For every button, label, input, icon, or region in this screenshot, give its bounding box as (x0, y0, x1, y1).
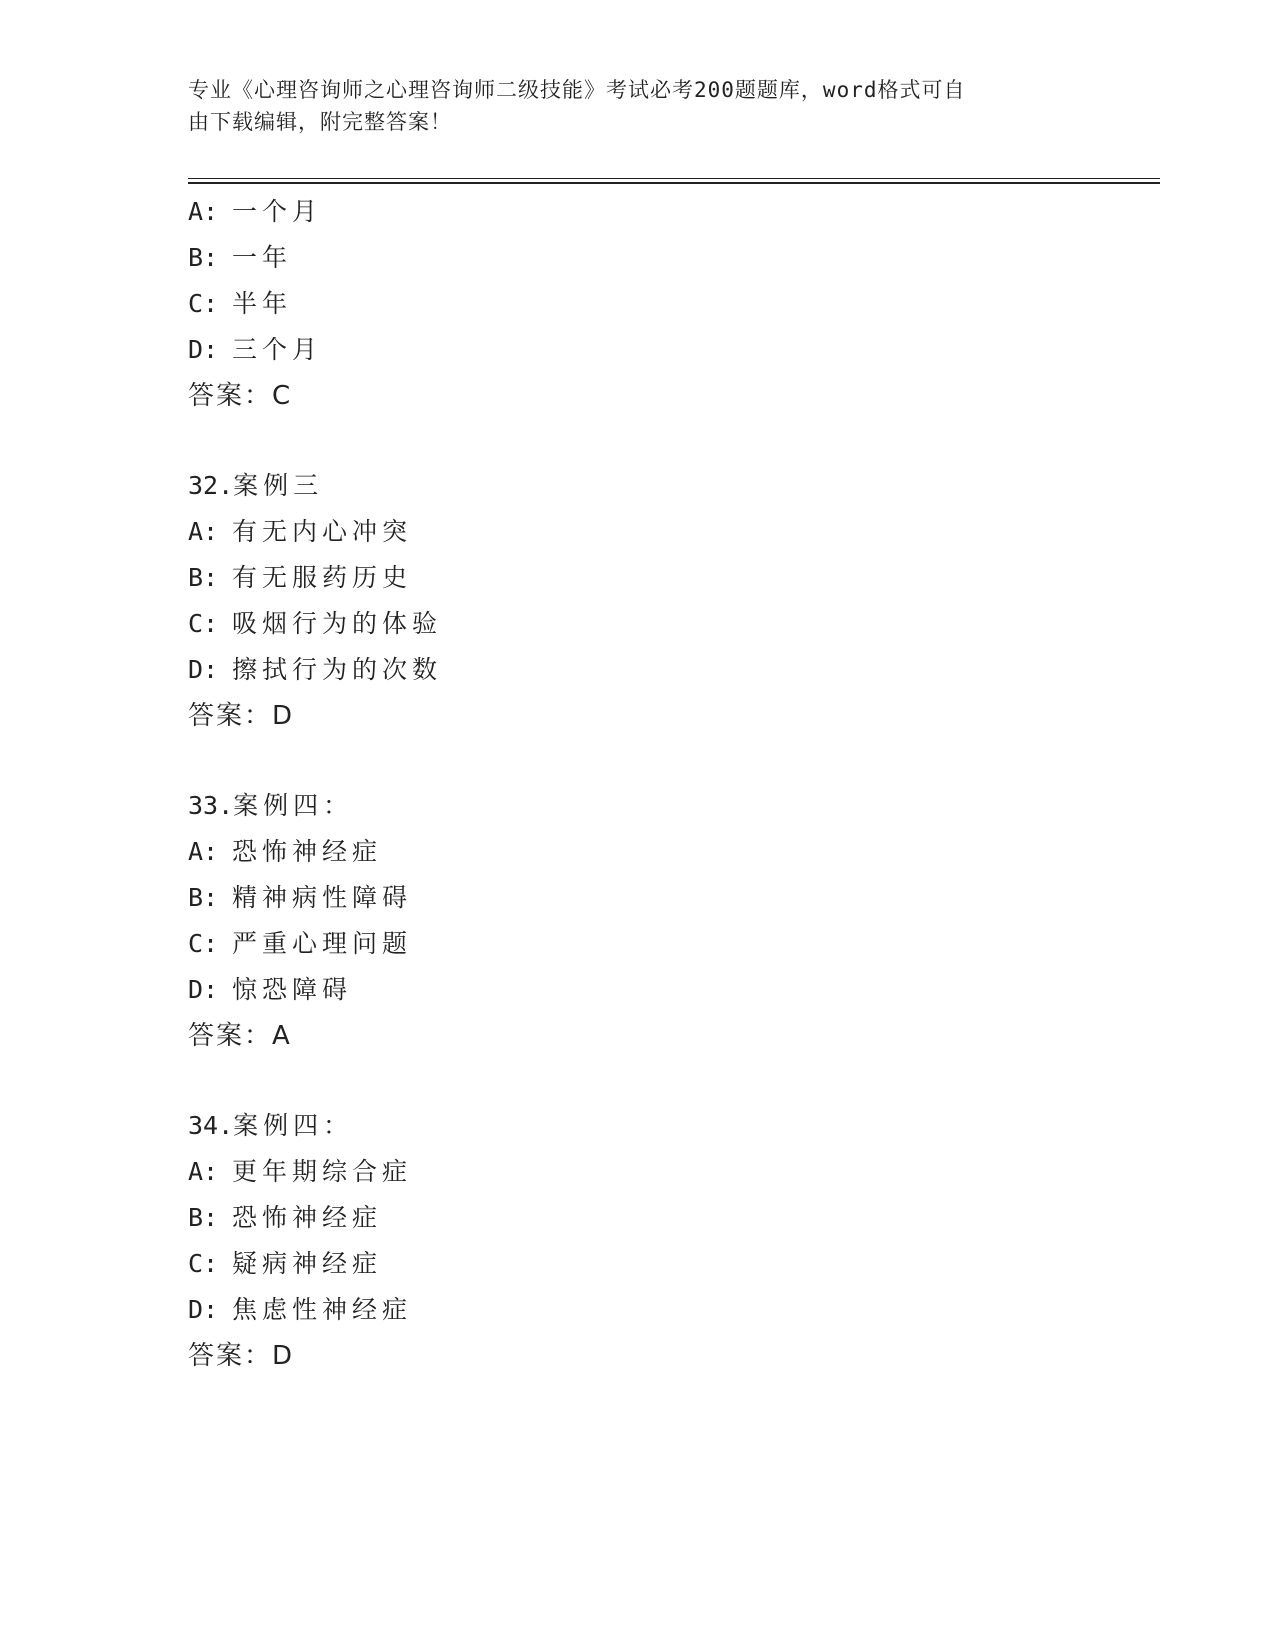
option-key: A: (188, 197, 219, 226)
option-key: D: (188, 1295, 219, 1324)
answer-line: 答案：A (188, 1021, 292, 1051)
answer-line: 答案：D (188, 701, 295, 731)
header-line-2: 由下载编辑，附完整答案！ (188, 110, 452, 134)
option-text: 焦虑性神经症 (232, 1295, 413, 1324)
option-text: 惊恐障碍 (232, 975, 353, 1004)
option-key: A: (188, 517, 219, 546)
option-row (188, 1287, 1148, 1333)
option-row (188, 1195, 1148, 1241)
question-number: 33. (188, 791, 234, 820)
option-key: C: (188, 609, 219, 638)
option-text: 半年 (232, 289, 293, 318)
spacer (188, 419, 1148, 463)
question-title-row (188, 463, 1148, 509)
option-row (188, 189, 1148, 235)
option-text: 恐怖神经症 (232, 1203, 383, 1232)
option-text: 更年期综合症 (232, 1157, 413, 1186)
option-key: C: (188, 929, 219, 958)
option-text: 严重心理问题 (232, 929, 413, 958)
answer-line: 答案：D (188, 1341, 295, 1371)
option-row (188, 829, 1148, 875)
option-row (188, 555, 1148, 601)
spacer (188, 1059, 1148, 1103)
option-key: B: (188, 1203, 219, 1232)
question-block-continued (188, 189, 1148, 419)
option-row (188, 1149, 1148, 1195)
option-text: 三个月 (232, 335, 323, 364)
question-title-row (188, 783, 1148, 829)
header-line-1: 专业《心理咨询师之心理咨询师二级技能》考试必考200题题库，word格式可自 (188, 78, 966, 102)
option-key: D: (188, 335, 219, 364)
option-row (188, 1241, 1148, 1287)
option-key: D: (188, 655, 219, 684)
option-key: B: (188, 883, 219, 912)
question-title: 案例四： (233, 791, 354, 820)
question-number: 32. (188, 471, 234, 500)
option-row (188, 327, 1148, 373)
option-key: D: (188, 975, 219, 1004)
option-text: 疑病神经症 (232, 1249, 383, 1278)
question-block (188, 463, 1148, 739)
question-title: 案例四： (233, 1111, 354, 1140)
option-row (188, 235, 1148, 281)
document-header (188, 74, 1068, 138)
question-title-row (188, 1103, 1148, 1149)
option-text: 一年 (232, 243, 293, 272)
option-text: 擦拭行为的次数 (232, 655, 443, 684)
option-text: 精神病性障碍 (232, 883, 413, 912)
option-row (188, 601, 1148, 647)
option-row (188, 967, 1148, 1013)
question-block (188, 1103, 1148, 1379)
option-key: C: (188, 289, 219, 318)
question-list (188, 189, 1148, 1379)
option-row (188, 875, 1148, 921)
answer-line: 答案：C (188, 381, 293, 411)
option-text: 一个月 (232, 197, 323, 226)
option-row (188, 647, 1148, 693)
option-text: 恐怖神经症 (232, 837, 383, 866)
option-key: A: (188, 837, 219, 866)
question-block (188, 783, 1148, 1059)
option-key: A: (188, 1157, 219, 1186)
option-key: C: (188, 1249, 219, 1278)
option-row (188, 281, 1148, 327)
option-key: B: (188, 563, 219, 592)
header-divider-thin (188, 178, 1160, 179)
option-key: B: (188, 243, 219, 272)
question-number: 34. (188, 1111, 234, 1140)
option-row (188, 921, 1148, 967)
option-text: 吸烟行为的体验 (232, 609, 443, 638)
option-text: 有无内心冲突 (232, 517, 413, 546)
spacer (188, 739, 1148, 783)
header-divider-thick (188, 182, 1160, 184)
option-row (188, 509, 1148, 555)
option-text: 有无服药历史 (232, 563, 413, 592)
question-title: 案例三 (233, 471, 324, 500)
